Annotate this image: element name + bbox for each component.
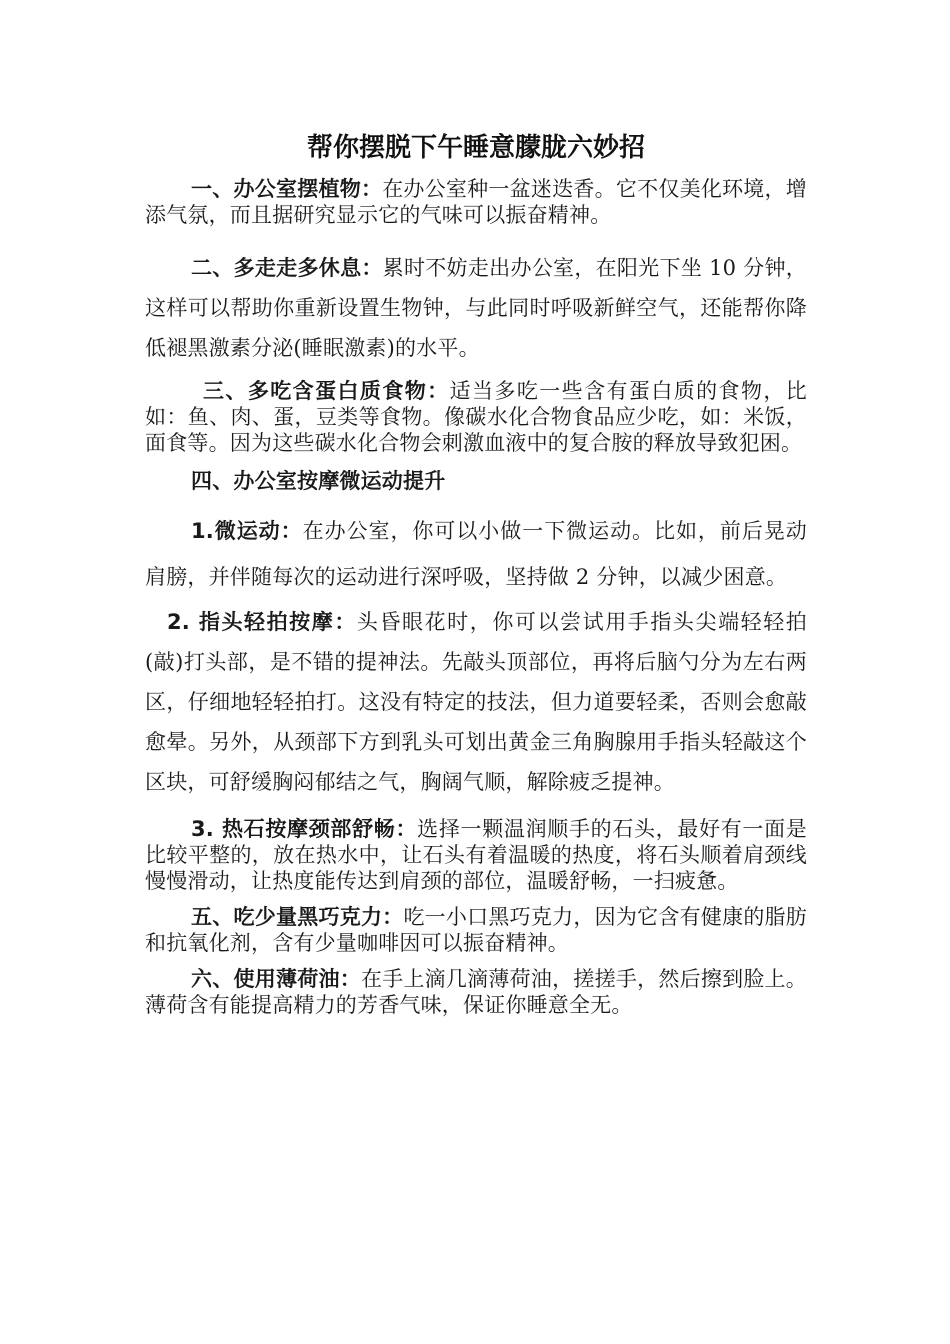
section-label: 三、多吃含蛋白质食物： (203, 379, 450, 403)
section-walk-rest (145, 248, 807, 368)
section-office-massage-heading (145, 468, 807, 494)
section-label: 五、吃少量黑巧克力： (191, 905, 404, 929)
section-label: 2. 指头轻拍按摩： (167, 610, 357, 634)
document-title: 帮你摆脱下午睡意朦胧六妙招 (306, 133, 645, 163)
section-label: 3. 热石按摩颈部舒畅： (191, 817, 418, 841)
section-text: 累时不妨走出办公室，在阳光下坐 10 分钟，这样可以帮助你重新设置生物钟，与此同时呼吸新鲜空气，还能帮你降低褪黑激素分泌(睡眠激素)的水平。 (145, 256, 807, 360)
section-text: 在手上滴几滴薄荷油，搓搓手，然后擦到脸上。薄荷含有能提高精力的芳香气味，保证你睡意全无。 (145, 967, 807, 1017)
section-label: 二、多走走多休息： (191, 256, 383, 280)
document-page (145, 128, 807, 1018)
section-dark-chocolate (145, 904, 807, 956)
section-text: 适当多吃一些含有蛋白质的食物，比如：鱼、肉、蛋，豆类等食物。像碳水化合物食品应少吃，如：米饭，面食等。因为这些碳水化合物会刺激血液中的复合胺的释放导致犯困。 (145, 379, 808, 455)
section-label: 一、办公室摆植物： (191, 177, 383, 201)
section-protein-food (145, 378, 807, 456)
section-office-plants (145, 176, 807, 228)
section-text: 选择一颗温润顺手的石头，最好有一面是比较平整的，放在热水中，让石头有着温暖的热度，将石头顺着肩颈线慢慢滑动，让热度能传达到肩颈的部位，温暖舒畅，一扫疲惫。 (145, 817, 807, 893)
section-finger-tap-massage (145, 602, 807, 802)
section-label: 1.微运动： (191, 519, 303, 543)
section-text: 头昏眼花时，你可以尝试用手指头尖端轻轻拍(敲)打头部，是不错的提神法。先敲头顶部位，再将后脑勺分为左右两区，仔细地轻轻拍打。这没有特定的技法，但力道要轻柔，否则会愈敲愈晕。另外，从颈部下方到乳头可划出黄金三角胸腺用手指头轻敲这个区块，可舒缓胸闷郁结之气，胸阔气顺，解除疲乏提神。 (145, 610, 807, 794)
section-peppermint-oil (145, 966, 807, 1018)
section-text: 在办公室，你可以小做一下微运动。比如，前后晃动肩膀，并伴随每次的运动进行深呼吸，坚持做 2 分钟，以减少困意。 (145, 519, 807, 589)
section-label: 六、使用薄荷油： (191, 967, 361, 991)
section-text: 在办公室种一盆迷迭香。它不仅美化环境，增添气氛，而且据研究显示它的气味可以振奋精神。 (145, 177, 807, 227)
section-label: 四、办公室按摩微运动提升 (191, 469, 446, 493)
section-hot-stone-massage (145, 816, 807, 894)
section-micro-exercise (145, 508, 807, 600)
section-text: 吃一小口黑巧克力，因为它含有健康的脂肪和抗氧化剂，含有少量咖啡因可以振奋精神。 (145, 905, 807, 955)
